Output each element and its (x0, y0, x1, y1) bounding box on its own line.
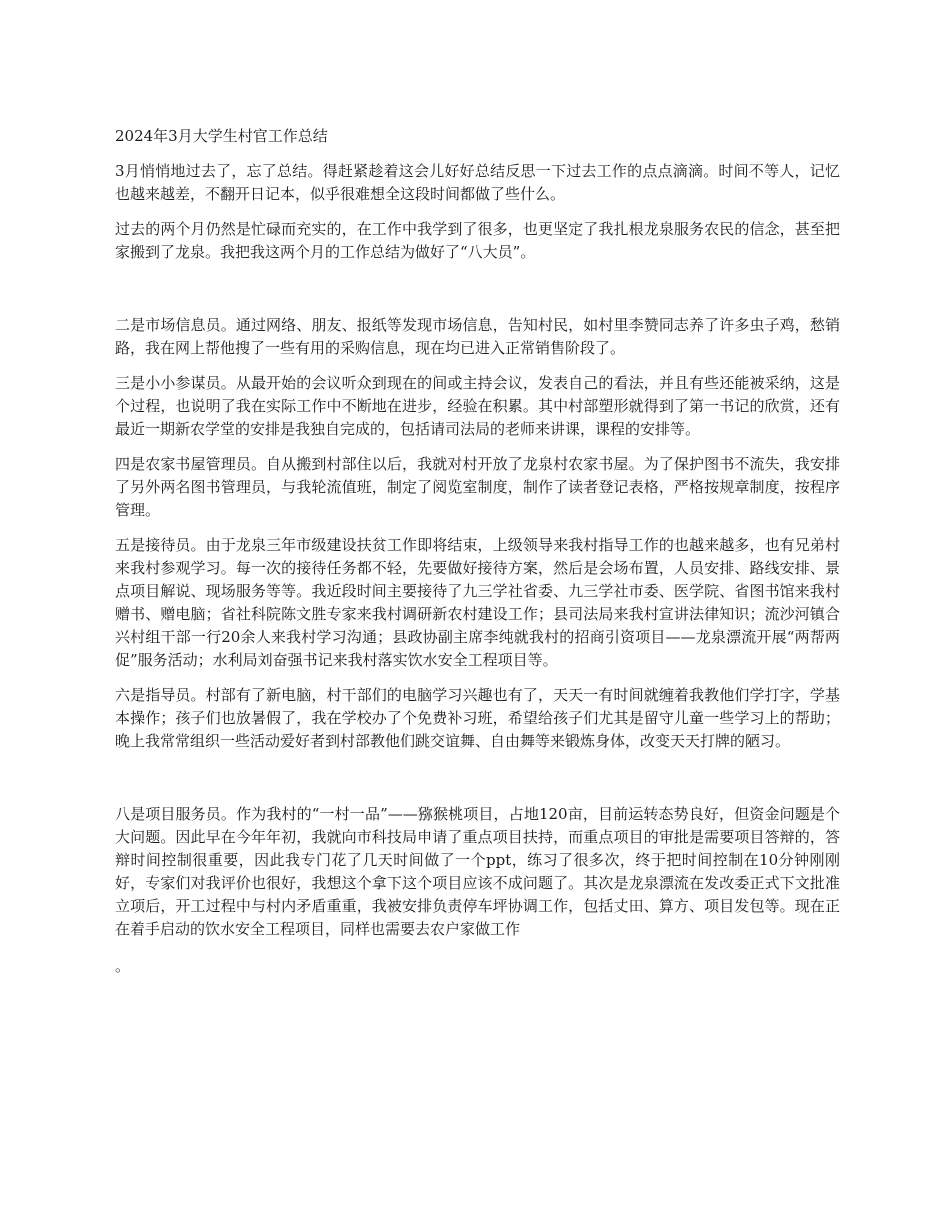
paragraph-overview: 过去的两个月仍然是忙碌而充实的，在工作中我学到了很多，也更坚定了我扎根龙泉服务农民的信念，甚至把家搬到了龙泉。我把我这两个月的工作总结为做好了“八大员”。 (115, 220, 840, 261)
paragraph-market-info: 二是市场信息员。通过网络、朋友、报纸等发现市场信息，告知村民，如村里李赞同志养了许多虫子鸡，愁销路，我在网上帮他搜了一些有用的采购信息，现在均已进入正常销售阶段了。 (115, 316, 840, 357)
paragraph-reception: 五是接待员。由于龙泉三年市级建设扶贫工作即将结束，上级领导来我村指导工作的也越来越多，也有兄弟村来我村参观学习。每一次的接待任务都不轻，先要做好接待方案，然后是会场布置，人员安排、路线安排、景点项目解说、现场服务等等。我近段时间主要接待了九三学社省委、九三学社市委、医学院、省图书馆来我村赠书、赠电脑；省社科院陈文胜专家来我村调研新农村建设工作；县司法局来我村宣讲法律知识；流沙河镇合兴村组干部一行20余人来我村学习沟通；县政协副主席李纯就我村的招商引资项目——龙泉漂流开展“两帮两促”服务活动；水利局刘奋强书记来我村落实饮水安全工程项目等。 (115, 536, 840, 669)
paragraph-advisor: 三是小小参谋员。从最开始的会议听众到现在的间或主持会议，发表自己的看法，并且有些还能被采纳，这是个过程，也说明了我在实际工作中不断地在进步，经验在积累。其中村部塑形就得到了第一书记的欣赏，还有最近一期新农学堂的安排是我独自完成的，包括请司法局的老师来讲课，课程的安排等。 (115, 374, 840, 438)
paragraph-project-service: 八是项目服务员。作为我村的“一村一品”——猕猴桃项目，占地120亩，目前运转态势良好，但资金问题是个大问题。因此早在今年年初，我就向市科技局申请了重点项目扶持，而重点项目的审批是需要项目答辩的，答辩时间控制很重要，因此我专门花了几天时间做了一个ppt，练习了很多次，终于把时间控制在10分钟刚刚好，专家们对我评价也很好，我想这个拿下这个项目应该不成问题了。其次是龙泉漂流在发改委正式下文批准立项后，开工过程中与村内矛盾重重，我被安排负责停车坪协调工作，包括丈田、算方、项目发包等。现在正在着手启动的饮水安全工程项目，同样也需要去农户家做工作 (115, 805, 840, 938)
blank-gap (115, 765, 840, 803)
blank-gap (115, 276, 840, 314)
document-page (115, 124, 840, 978)
paragraph-library: 四是农家书屋管理员。自从搬到村部住以后，我就对村开放了龙泉村农家书屋。为了保护图书不流失，我安排了另外两名图书管理员，与我轮流值班，制定了阅览室制度，制作了读者登记表格，严格按规章制度，按程序管理。 (115, 455, 840, 519)
paragraph-instructor: 六是指导员。村部有了新电脑，村干部们的电脑学习兴趣也有了，天天一有时间就缠着我教他们学打字，学基本操作；孩子们也放暑假了，我在学校办了个免费补习班，希望给孩子们尤其是留守儿童一些学习上的帮助；晚上我常常组织一些活动爱好者到村部教他们跳交谊舞、自由舞等来锻炼身体，改变天天打牌的陋习。 (115, 686, 840, 750)
document-title: 2024年3月大学生村官工作总结 (115, 127, 328, 145)
trailing-punctuation: 。 (115, 957, 131, 975)
paragraph-intro: 3月悄悄地过去了，忘了总结。得赶紧趁着这会儿好好总结反思一下过去工作的点点滴滴。时间不等人，记忆也越来越差，不翻开日记本，似乎很难想全这段时间都做了些什么。 (115, 162, 840, 203)
